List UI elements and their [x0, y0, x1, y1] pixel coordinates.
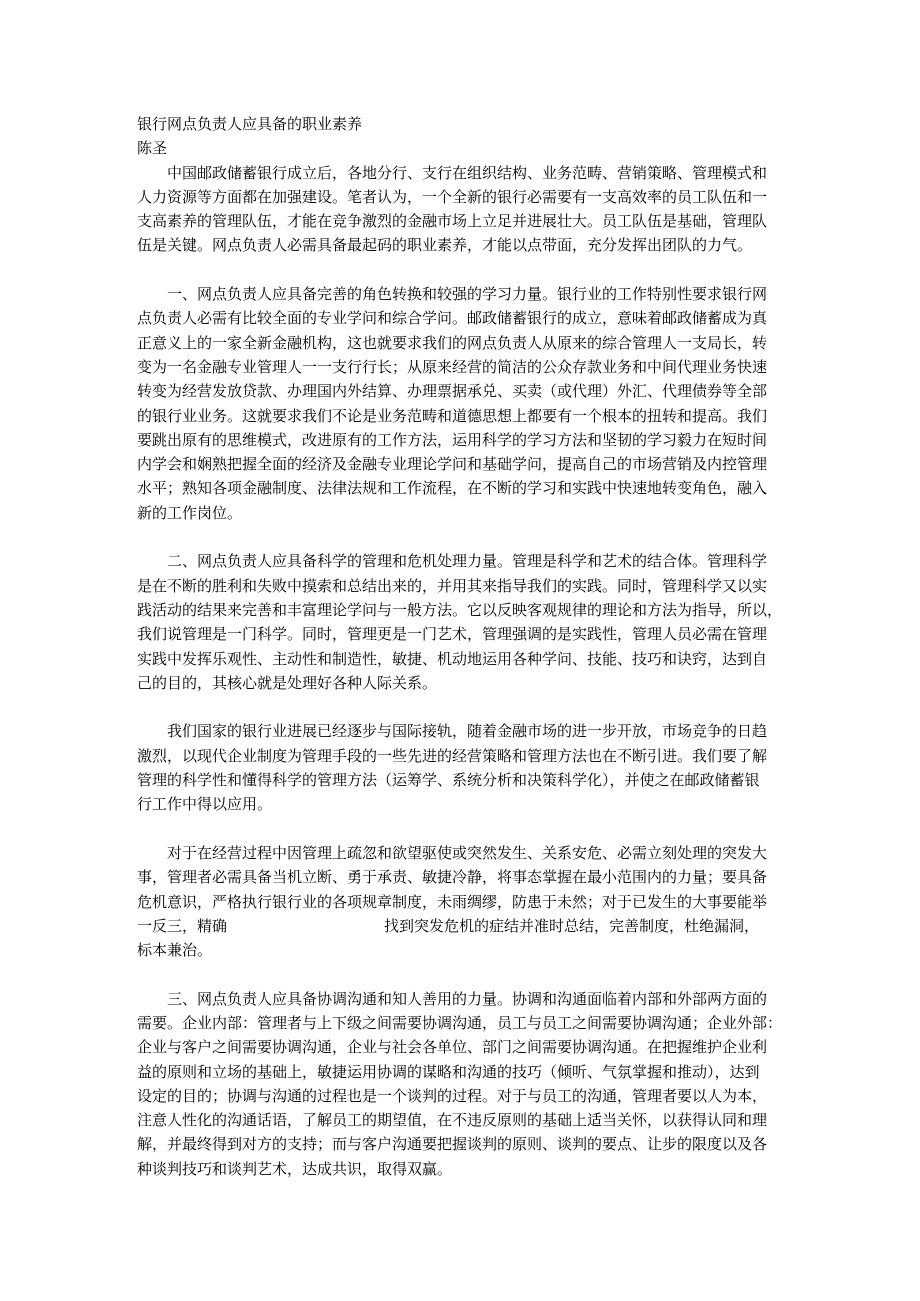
- document-page: [137, 112, 785, 1181]
- text-line: 变为一名金融专业管理人一一支行行长；从原来经营的简洁的公众存款业务和中间代理业务快速: [137, 357, 768, 376]
- text-line: 中国邮政储蓄银行成立后，各地分行、支行在组织结构、业务范畴、营销策略、管理模式和: [167, 163, 768, 182]
- paragraph-section-3: [137, 987, 785, 1181]
- text-line: 行工作中得以应用。: [137, 795, 273, 814]
- paragraph-intro: [137, 161, 785, 258]
- text-line: 的银行业业务。这就要求我们不论是业务范畴和道德思想上都要有一个根本的扭转和提高。我们: [137, 406, 768, 425]
- paragraph-gap: [137, 817, 785, 841]
- text-line: 己的目的，其核心就是处理好各种人际关系。: [137, 673, 438, 692]
- text-line: 标本兼治。: [137, 941, 213, 960]
- split-text-line: [137, 914, 785, 938]
- text-line: 实践中发挥乐观性、主动性和制造性，敏捷、机动地运用各种学问、技能、技巧和诀窍，达到自: [137, 649, 768, 668]
- text-line: 需要。企业内部：管理者与上下级之间需要协调沟通，员工与员工之间需要协调沟通；企业外部：: [137, 1013, 783, 1032]
- paragraph-section-1: [137, 282, 785, 525]
- text-line: 支高素养的管理队伍，才能在竞争激烈的金融市场上立足并进展壮大。员工队伍是基础，管理队: [137, 212, 768, 231]
- paragraph-gap: [137, 525, 785, 549]
- paragraph-banking-development: [137, 719, 785, 816]
- paragraph-gap: [137, 258, 785, 282]
- text-line: 正意义上的一家全新金融机构，这也就要求我们的网点负责人从原来的综合管理人一支局长，转: [137, 333, 768, 352]
- text-line: 人力资源等方面都在加强建设。笔者认为，一个全新的银行必需要有一支高效率的员工队伍和一: [137, 187, 768, 206]
- text-line: 内学会和娴熟把握全面的经济及金融专业理论学问和基础学问，提高自己的市场营销及内控管理: [137, 455, 768, 474]
- paragraph-gap: [137, 695, 785, 719]
- text-line: 要跳出原有的思维模式，改进原有的工作方法，运用科学的学习方法和坚韧的学习毅力在短时间: [137, 430, 768, 449]
- document-author: 陈圣: [137, 139, 168, 158]
- text-line: 危机意识，严格执行银行业的各项规章制度，未雨绸缪，防患于未然；对于已发生的大事要能举: [137, 892, 768, 911]
- document-title: 银行网点负责人应具备的职业素养: [137, 115, 363, 133]
- paragraph-section-2: [137, 549, 785, 695]
- split-line-right: 找到突发危机的症结并准时总结，完善制度，杜绝漏洞，: [384, 916, 760, 935]
- paragraph-crisis: [137, 841, 785, 962]
- text-line: 事，管理者必需具备当机立断、勇于承责、敏捷冷静，将事态掌握在最小范围内的力量；要具备: [137, 868, 768, 887]
- text-line: 水平；熟知各项金融制度、法律法规和工作流程，在不断的学习和实践中快速地转变角色，融入: [137, 479, 768, 498]
- text-line: 对于在经营过程中因管理上疏忽和欲望驱使或突然发生、关系安危、必需立刻处理的突发大: [167, 843, 768, 862]
- split-line-left: 一反三，精确: [137, 916, 228, 935]
- text-line: 是在不断的胜利和失败中摸索和总结出来的，并用其来指导我们的实践。同时，管理科学又以实: [137, 576, 768, 595]
- paragraph-gap: [137, 962, 785, 986]
- text-line: 我们说管理是一门科学。同时，管理更是一门艺术，管理强调的是实践性，管理人员必需在管理: [137, 625, 768, 644]
- text-line: 注意人性化的沟通话语，了解员工的期望值，在不违反原则的基础上适当关怀，以获得认同和理: [137, 1111, 768, 1130]
- text-line: 企业与客户之间需要协调沟通，企业与社会各单位、部门之间需要协调沟通。在把握维护企业利: [137, 1038, 768, 1057]
- text-line: 益的原则和立场的基础上，敏捷运用协调的谋略和沟通的技巧（倾听、气氛掌握和推动），达到: [137, 1062, 760, 1081]
- text-line: 践活动的结果来完善和丰富理论学问与一般方法。它以反映客观规律的理论和方法为指导，所以，: [137, 600, 783, 619]
- text-line: 设定的目的；协调与沟通的过程也是一个谈判的过程。对于与员工的沟通，管理者要以人为本，: [137, 1086, 768, 1105]
- text-line: 伍是关键。网点负责人必需具备最起码的职业素养，才能以点带面，充分发挥出团队的力气。: [137, 236, 753, 255]
- text-line: 点负责人必需有比较全面的专业学问和综合学问。邮政储蓄银行的成立，意味着邮政储蓄成为真: [137, 309, 768, 328]
- text-line: 我们国家的银行业进展已经逐步与国际接轨，随着金融市场的进一步开放，市场竞争的日趋: [167, 722, 768, 741]
- text-line: 一、网点负责人应具备完善的角色转换和较强的学习力量。银行业的工作特别性要求银行网: [167, 285, 768, 304]
- text-line: 管理的科学性和懂得科学的管理方法（运筹学、系统分析和决策科学化），并使之在邮政储蓄银: [137, 771, 760, 790]
- text-line: 种谈判技巧和谈判艺术，达成共识，取得双赢。: [137, 1159, 453, 1178]
- text-line: 三、网点负责人应具备协调沟通和知人善用的力量。协调和沟通面临着内部和外部两方面的: [167, 989, 768, 1008]
- text-line: 新的工作岗位。: [137, 503, 243, 522]
- text-line: 激烈，以现代企业制度为管理手段的一些先进的经营策略和管理方法也在不断引进。我们要了解: [137, 746, 768, 765]
- text-line: 二、网点负责人应具备科学的管理和危机处理力量。管理是科学和艺术的结合体。管理科学: [167, 552, 768, 571]
- text-line: 转变为经营发放贷款、办理国内外结算、办理票据承兑、买卖（或代理）外汇、代理债券等全部: [137, 382, 768, 401]
- text-line: 解，并最终得到对方的支持；而与客户沟通要把握谈判的原则、谈判的要点、让步的限度以及各: [137, 1135, 768, 1154]
